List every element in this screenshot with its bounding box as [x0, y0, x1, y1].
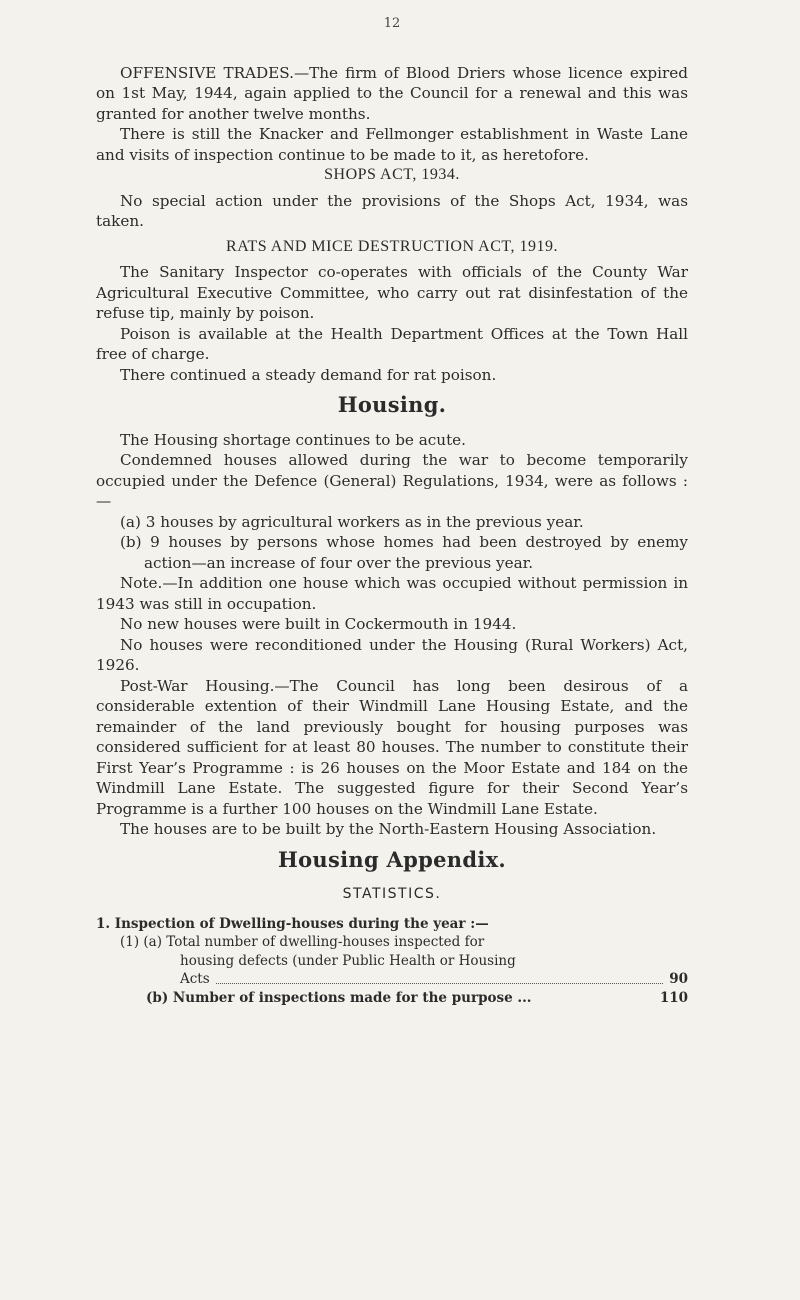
- stat-item-1a-row: [96, 970, 688, 989]
- shops-act-para: No special action under the provisions of the Shops Act, 1934, was taken.: [96, 191, 688, 230]
- housing-para-1: The Housing shortage continues to be acute.: [120, 430, 466, 449]
- housing-para-4: No houses were reconditioned under the Housing (Rural Workers) Act, 1926.: [96, 635, 688, 674]
- housing-para-2: Condemned houses allowed during the war to become temporarily occupied under the Defence (General) Regulations, 1934, were as follows :—: [96, 451, 688, 510]
- rats-act-heading: RATS AND MICE DESTRUCTION ACT, 1919.: [226, 237, 558, 255]
- stat-item-1a-label: Acts: [180, 971, 210, 987]
- housing-item-b: (b) 9 houses by persons whose homes had been destroyed by enemy action—an increase of four over the previous year.: [120, 533, 688, 572]
- stat-item-1b-row: [96, 989, 688, 1008]
- stat-item-1b-label: (b) Number of inspections made for the purpose ...: [146, 989, 532, 1006]
- housing-heading: Housing.: [337, 392, 447, 417]
- housing-para-6: The houses are to be built by the North-Eastern Housing Association.: [120, 820, 657, 838]
- statistics-heading: STATISTICS.: [342, 886, 442, 902]
- stat-item-1: 1. Inspection of Dwelling-houses during the year :—: [96, 915, 489, 932]
- offensive-trades-para-2: There is still the Knacker and Fellmonger establishment in Waste Lane and visits of inspection continue to be made to it, as heretofore.: [96, 125, 688, 164]
- stat-item-1a-line-2: housing defects (under Public Health or Housing: [180, 952, 516, 969]
- stat-item-1b-value: 110: [659, 989, 688, 1006]
- housing-appendix-heading: Housing Appendix.: [277, 846, 507, 872]
- housing-para-3: No new houses were built in Cockermouth in 1944.: [120, 615, 517, 633]
- stat-item-1a-value: 90: [669, 971, 688, 987]
- housing-item-a: (a) 3 houses by agricultural workers as in the previous year.: [120, 512, 584, 531]
- stat-item-1a-line-1: (1) (a) Total number of dwelling-houses inspected for: [120, 934, 485, 950]
- shops-act-heading: SHOPS ACT, 1934.: [324, 166, 460, 183]
- rats-act-para-1: The Sanitary Inspector co-operates with officials of the County War Agricultural Executive Committee, who carry out rat disinfestation of the refuse tip, mainly by poison.: [96, 263, 688, 322]
- housing-note: Note.—In addition one house which was occupied without permission in 1943 was still in occupation.: [96, 574, 688, 613]
- rats-act-para-3: There continued a steady demand for rat poison.: [120, 365, 497, 384]
- rats-act-para-2: Poison is available at the Health Department Offices at the Town Hall free of charge.: [96, 324, 688, 363]
- housing-para-5: Post-War Housing.—The Council has long been desirous of a considerable extention of their Windmill Lane Housing Estate, and the remainder of the land previously bought for housing purposes was considered sufficient for at least 80 houses. The number to constitute their First Year’s Programme : is 26 houses on the Moor Estate and 184 on the Windmill Lane Estate. The suggested figure for their Second Year’s Programme is a further 100 houses on the Windmill Lane Estate.: [96, 676, 688, 818]
- offensive-trades-para-1: OFFENSIVE TRADES.—The firm of Blood Driers whose licence expired on 1st May, 1944, again applied to the Council for a renewal and this was granted for another twelve months.: [96, 63, 688, 123]
- page-number: 12: [383, 16, 401, 31]
- dot-leader: [216, 970, 664, 984]
